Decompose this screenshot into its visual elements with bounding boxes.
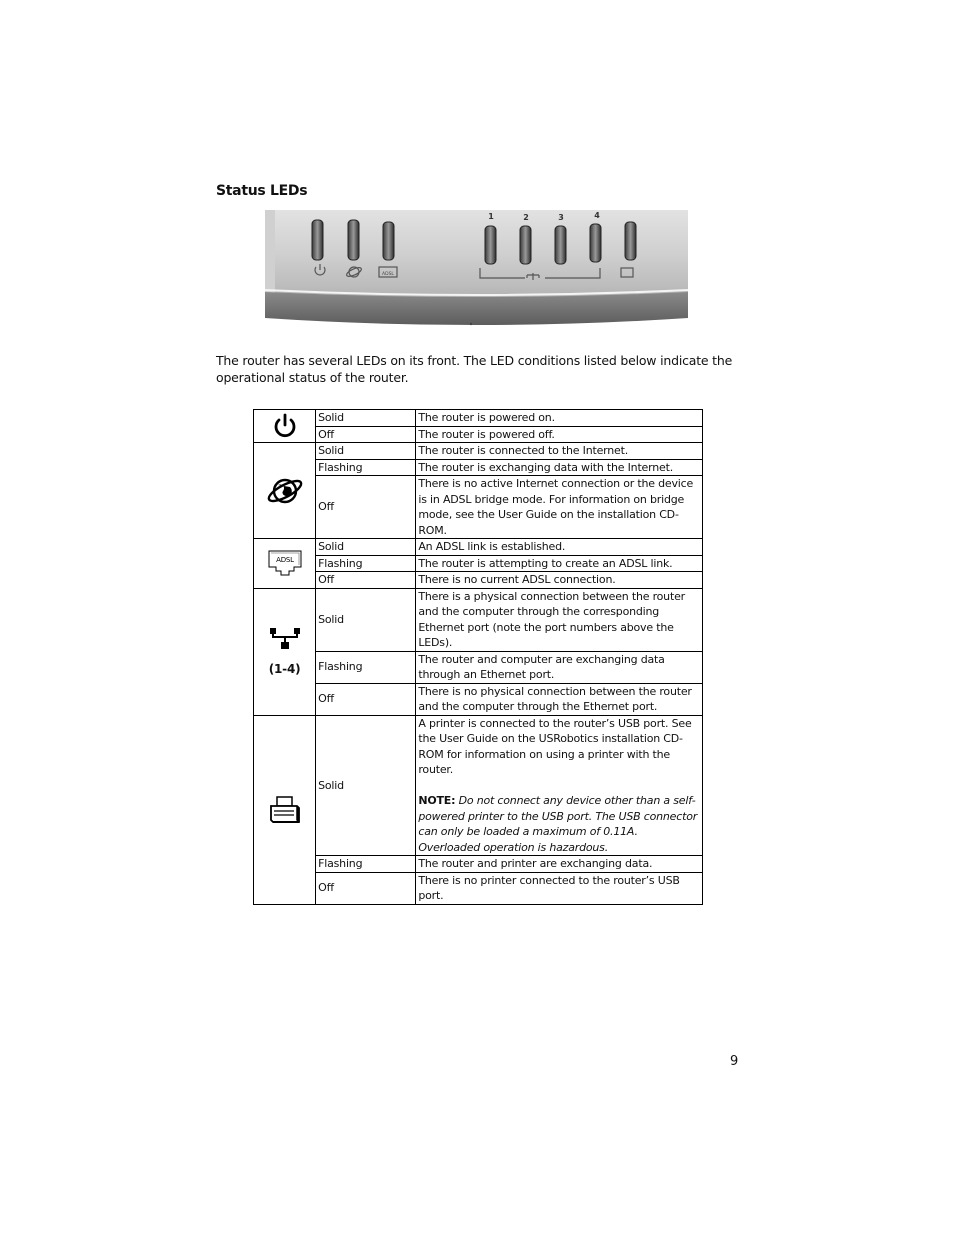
adsl-icon-label: ADSL (275, 556, 294, 565)
network-icon (267, 626, 303, 650)
table-row (254, 872, 703, 904)
adsl-icon (267, 549, 303, 577)
led-description: The router is powered off. (416, 426, 703, 443)
led-state: Off (316, 426, 416, 443)
table-row (254, 683, 703, 715)
led-description: There is no printer connected to the router’s USB port. (416, 872, 703, 904)
network-icon-cell (254, 588, 316, 715)
note-text: Do not connect any device other than a self-powered printer to the USB port. The USB connector can only be loaded a maximum of 0.11A. Overloaded operation is hazardous. (418, 794, 698, 854)
led-state: Flashing (316, 651, 416, 683)
led-description: A printer is connected to the router’s USB port. See the User Guide on the USRobotics installation CD-ROM for information on using a printer with the router. (418, 716, 692, 776)
led-state: Off (316, 683, 416, 715)
intro-paragraph: The router has several LEDs on its front. The LED conditions listed below indicate the operational status of the router. (216, 353, 733, 385)
safety-note (418, 793, 700, 855)
section-heading: Status LEDs (216, 183, 308, 199)
globe-icon-cell (254, 443, 316, 539)
led-state: Solid (316, 410, 416, 427)
led-state: Flashing (316, 555, 416, 572)
led-description-with-note (416, 715, 703, 856)
table-row (254, 476, 703, 539)
led-state: Solid (316, 715, 416, 856)
power-icon (272, 412, 298, 440)
adsl-icon-label: ADSL (382, 272, 394, 277)
table-row (254, 539, 703, 556)
led-state: Flashing (316, 856, 416, 873)
table-row (254, 588, 703, 651)
led-description: The router and printer are exchanging data. (416, 856, 703, 873)
printer-icon-cell (254, 715, 316, 904)
table-row (254, 856, 703, 873)
table-row (254, 443, 703, 460)
table-row (254, 651, 703, 683)
page-number: 9 (730, 1054, 739, 1069)
router-front-panel-image (265, 210, 688, 328)
table-row (254, 426, 703, 443)
table-row (254, 555, 703, 572)
port-number-label: 2 (523, 213, 529, 222)
led-state: Solid (316, 443, 416, 460)
power-icon-cell (254, 410, 316, 443)
led-description: The router is connected to the Internet. (416, 443, 703, 460)
led-state: Off (316, 572, 416, 589)
led-description: There is no active Internet connection or the device is in ADSL bridge mode. For information on bridge mode, see the User Guide on the installation CD-ROM. (416, 476, 703, 539)
led-description: The router is attempting to create an ADSL link. (416, 555, 703, 572)
led-state: Solid (316, 539, 416, 556)
port-number-label: 4 (594, 211, 600, 220)
adsl-icon-cell (254, 539, 316, 589)
led-description: There is no physical connection between the router and the computer through the Ethernet port. (416, 683, 703, 715)
led-description: The router is exchanging data with the Internet. (416, 459, 703, 476)
led-state: Flashing (316, 459, 416, 476)
led-status-table (253, 409, 703, 905)
table-row (254, 572, 703, 589)
port-number-label: 1 (488, 212, 494, 221)
led-description: There is no current ADSL connection. (416, 572, 703, 589)
led-state: Solid (316, 588, 416, 651)
led-description: The router and computer are exchanging data through an Ethernet port. (416, 651, 703, 683)
table-row (254, 459, 703, 476)
globe-icon (265, 475, 305, 507)
printer-icon (268, 794, 302, 826)
table-row (254, 715, 703, 856)
led-description: An ADSL link is established. (416, 539, 703, 556)
port-number-label: 3 (558, 213, 564, 222)
led-state: Off (316, 872, 416, 904)
table-row (254, 410, 703, 427)
led-state: Off (316, 476, 416, 539)
led-description: There is a physical connection between the router and the computer through the corresponding Ethernet port (note the port numbers above the LEDs). (416, 588, 703, 651)
note-label: NOTE: (418, 794, 456, 807)
port-range-label: (1-4) (268, 661, 301, 676)
led-description: The router is powered on. (416, 410, 703, 427)
